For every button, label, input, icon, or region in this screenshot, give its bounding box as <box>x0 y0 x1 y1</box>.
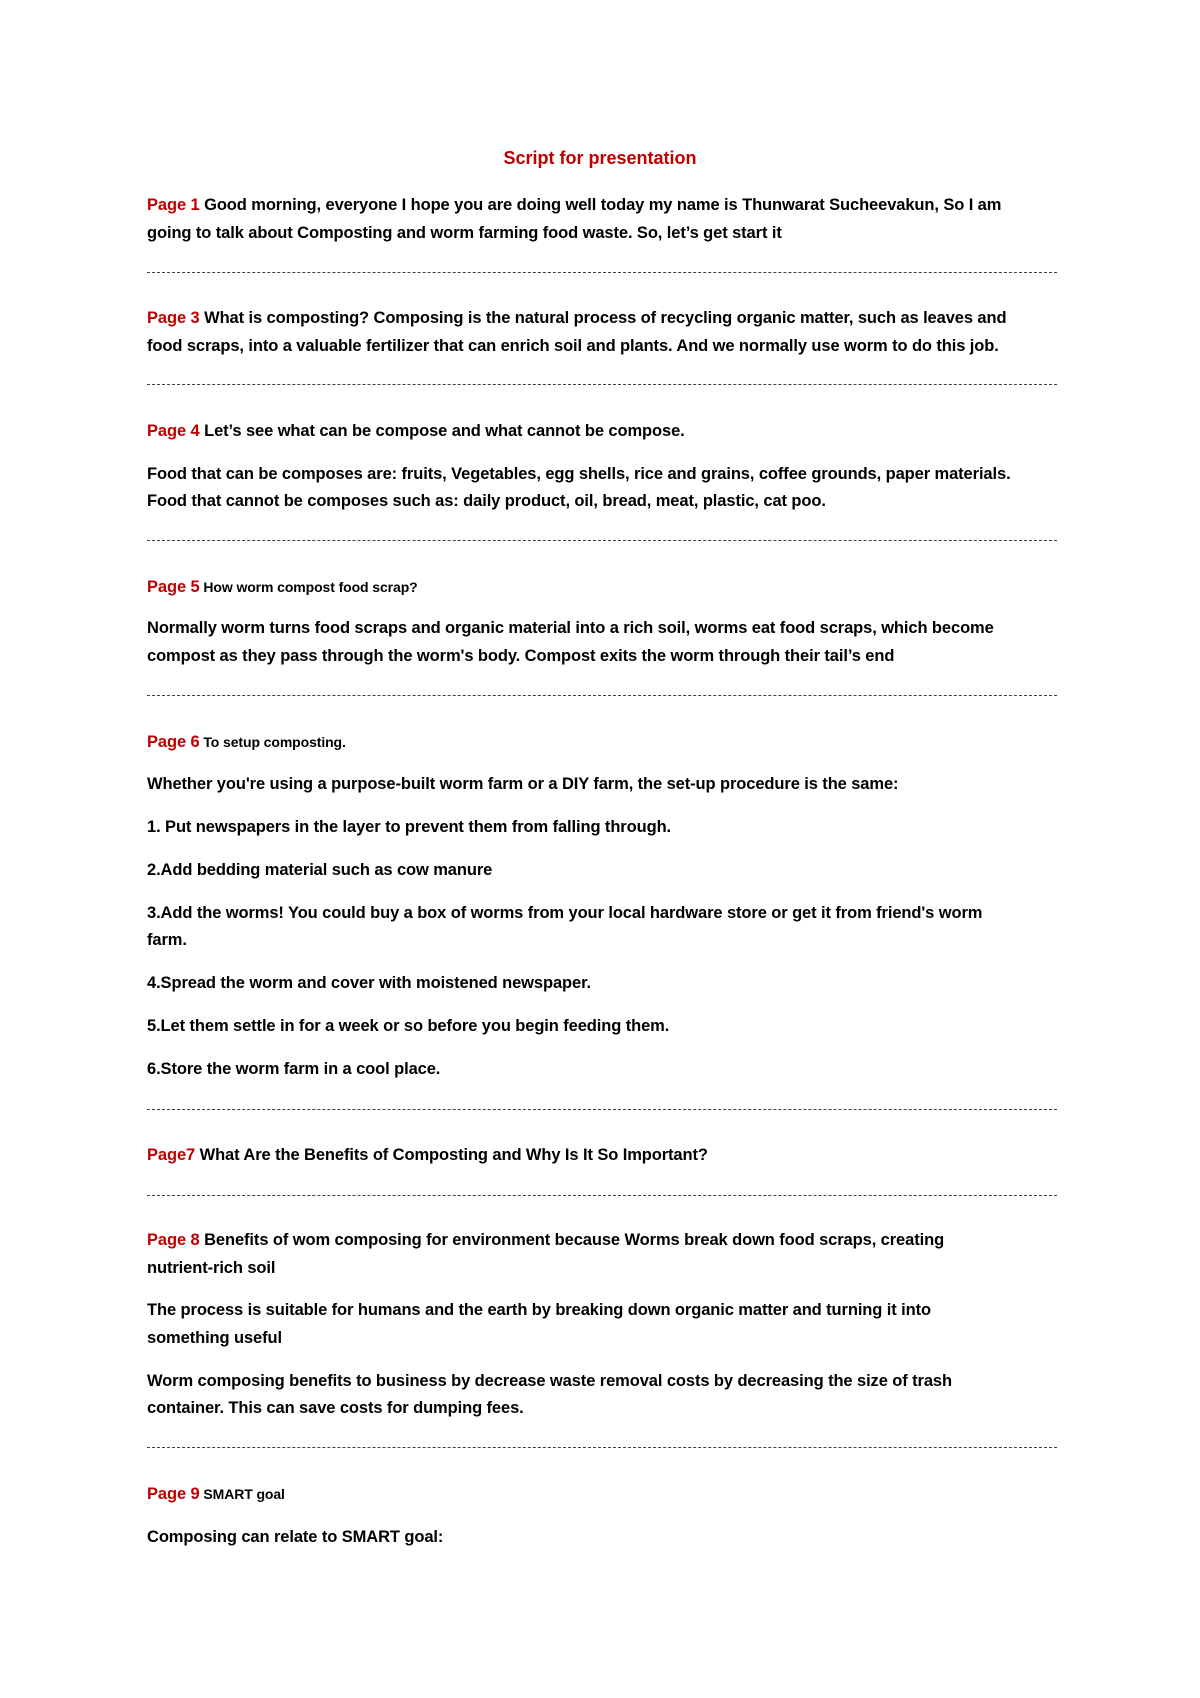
page-3-line-1 <box>147 307 1057 329</box>
dashed-divider <box>147 1447 1057 1448</box>
page-4-line-2: Food that cannot be composes such as: daily product, oil, bread, meat, plastic, cat poo. <box>147 492 826 510</box>
page-9-heading-line <box>147 1483 1057 1505</box>
page-4-heading-line <box>147 420 1057 442</box>
page-5-line-1: Normally worm turns food scraps and organic material into a rich soil, worms eat food scraps, which become <box>147 619 994 637</box>
page-8-para-3-line-2: container. This can save costs for dumping fees. <box>147 1399 524 1417</box>
dashed-divider <box>147 384 1057 385</box>
page-1-line-2: going to talk about Composting and worm farming food waste. So, let’s get start it <box>147 224 782 242</box>
page-6-step-6: 6.Store the worm farm in a cool place. <box>147 1060 441 1078</box>
page-9-line-1: Composing can relate to SMART goal: <box>147 1528 444 1546</box>
page-1-label: Page 1 <box>147 196 200 214</box>
page-5-heading: How worm compost food scrap? <box>199 579 418 595</box>
page-6-intro: Whether you're using a purpose-built worm farm or a DIY farm, the set-up procedure is the same: <box>147 775 899 793</box>
page-6-step-1: 1. Put newspapers in the layer to prevent them from falling through. <box>147 818 672 836</box>
page-8-line-2: nutrient-rich soil <box>147 1259 276 1277</box>
page-6-heading-line <box>147 731 1057 753</box>
page-9-heading: SMART goal <box>199 1486 285 1502</box>
dashed-divider <box>147 540 1057 541</box>
page-5-heading-line <box>147 576 1057 598</box>
page-4-line-1: Food that can be composes are: fruits, Vegetables, egg shells, rice and grains, coffee grounds, paper materials. <box>147 465 1011 483</box>
document-title: Script for presentation <box>503 148 697 168</box>
page-6-step-2: 2.Add bedding material such as cow manure <box>147 861 493 879</box>
page-9-label: Page 9 <box>147 1485 200 1503</box>
page-6-step-4: 4.Spread the worm and cover with moistened newspaper. <box>147 974 591 992</box>
page-7-heading: What Are the Benefits of Composting and Why Is It So Important? <box>195 1146 708 1164</box>
dashed-divider <box>147 272 1057 273</box>
page-8-line-1 <box>147 1229 1057 1251</box>
page-6-heading: To setup composting. <box>199 734 346 750</box>
page-1-text: Good morning, everyone I hope you are doing well today my name is Thunwarat Sucheevakun, So I am <box>199 196 1002 214</box>
page-6-label: Page 6 <box>147 733 200 751</box>
page-3-line-2: food scraps, into a valuable fertilizer that can enrich soil and plants. And we normally use worm to do this job. <box>147 337 999 355</box>
page-8-text: Benefits of wom composing for environment because Worms break down food scraps, creating <box>199 1231 945 1249</box>
dashed-divider <box>147 1109 1057 1110</box>
page-8-para-3-line-1: Worm composing benefits to business by decrease waste removal costs by decreasing the size of trash <box>147 1372 952 1390</box>
page-3-text: What is composting? Composing is the natural process of recycling organic matter, such as leaves and <box>199 309 1007 327</box>
page-1-line-1 <box>147 194 1057 216</box>
page-7-heading-line <box>147 1144 1057 1166</box>
page-8-para-2-line-2: something useful <box>147 1329 282 1347</box>
page-6-step-5: 5.Let them settle in for a week or so before you begin feeding them. <box>147 1017 670 1035</box>
page-8-para-2-line-1: The process is suitable for humans and the earth by breaking down organic matter and turning it into <box>147 1301 931 1319</box>
page-6-step-3: 3.Add the worms! You could buy a box of worms from your local hardware store or get it from friend's worm <box>147 904 983 922</box>
page-6-step-3-cont: farm. <box>147 931 187 949</box>
page-8-label: Page 8 <box>147 1231 200 1249</box>
page-3-label: Page 3 <box>147 309 200 327</box>
dashed-divider <box>147 1195 1057 1196</box>
page-5-label: Page 5 <box>147 578 200 596</box>
page-7-label: Page7 <box>147 1146 196 1164</box>
dashed-divider <box>147 695 1057 696</box>
page-4-heading: Let’s see what can be compose and what cannot be compose. <box>199 422 685 440</box>
page-4-label: Page 4 <box>147 422 200 440</box>
page-5-line-2: compost as they pass through the worm's body. Compost exits the worm through their tail’s end <box>147 647 895 665</box>
